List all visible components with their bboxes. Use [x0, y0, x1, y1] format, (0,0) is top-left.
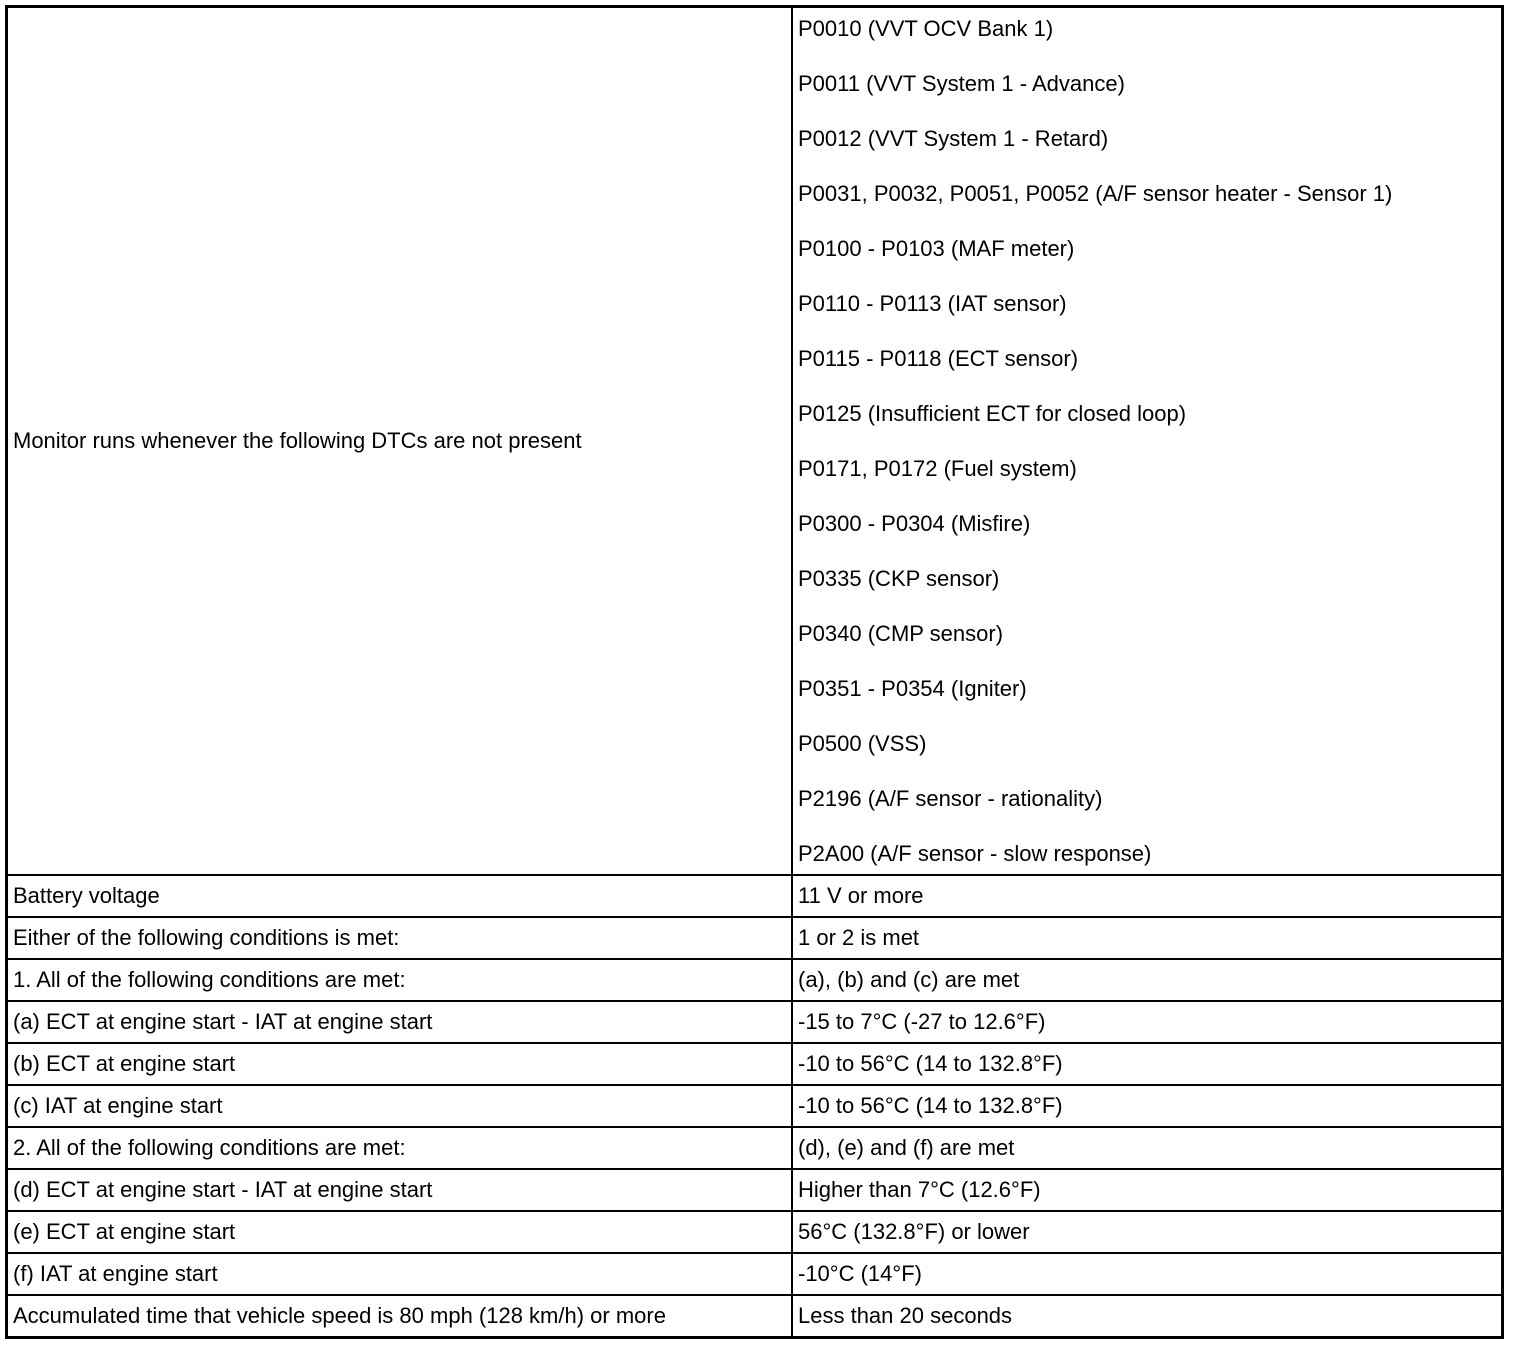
condition-cell: 2. All of the following conditions are met:: [8, 1127, 792, 1169]
dtc-item: P0012 (VVT System 1 - Retard): [798, 126, 1109, 151]
dtc-item: P0031, P0032, P0051, P0052 (A/F sensor heater - Sensor 1): [798, 181, 1393, 206]
condition-cell: (d) ECT at engine start - IAT at engine start: [8, 1169, 792, 1211]
table-row: [8, 1295, 1501, 1336]
condition-cell: (b) ECT at engine start: [8, 1043, 792, 1085]
dtc-item: P0110 - P0113 (IAT sensor): [798, 291, 1067, 316]
dtc-item: P0010 (VVT OCV Bank 1): [798, 16, 1054, 41]
dtc-item: P0300 - P0304 (Misfire): [798, 511, 1031, 536]
table-row: [8, 917, 1501, 959]
condition-cell: Battery voltage: [8, 875, 792, 917]
condition-cell: Accumulated time that vehicle speed is 80 mph (128 km/h) or more: [8, 1295, 792, 1336]
value-cell: (a), (b) and (c) are met: [792, 959, 1501, 1001]
value-cell: -10°C (14°F): [792, 1253, 1501, 1295]
value-cell: 56°C (132.8°F) or lower: [792, 1211, 1501, 1253]
condition-cell: Either of the following conditions is met:: [8, 917, 792, 959]
dtc-item: P0011 (VVT System 1 - Advance): [798, 71, 1125, 96]
dtc-item: P0115 - P0118 (ECT sensor): [798, 346, 1079, 371]
value-cell: -15 to 7°C (-27 to 12.6°F): [792, 1001, 1501, 1043]
condition-cell: (e) ECT at engine start: [8, 1211, 792, 1253]
table-row: [8, 1085, 1501, 1127]
value-cell: -10 to 56°C (14 to 132.8°F): [792, 1043, 1501, 1085]
value-cell: Higher than 7°C (12.6°F): [792, 1169, 1501, 1211]
dtc-item: P0500 (VSS): [798, 731, 927, 756]
condition-cell: (a) ECT at engine start - IAT at engine start: [8, 1001, 792, 1043]
conditions-table-frame: [5, 5, 1504, 1339]
table-row: [8, 1043, 1501, 1085]
table-row: [8, 875, 1501, 917]
dtc-item: P0100 - P0103 (MAF meter): [798, 236, 1075, 261]
dtc-item: P0335 (CKP sensor): [798, 566, 1000, 591]
condition-cell: (c) IAT at engine start: [8, 1085, 792, 1127]
table-row: [8, 1127, 1501, 1169]
value-cell: -10 to 56°C (14 to 132.8°F): [792, 1085, 1501, 1127]
dtc-item: P0171, P0172 (Fuel system): [798, 456, 1077, 481]
monitor-label-cell: Monitor runs whenever the following DTCs are not present: [8, 8, 792, 875]
value-cell: 11 V or more: [792, 875, 1501, 917]
value-cell: Less than 20 seconds: [792, 1295, 1501, 1336]
value-cell: 1 or 2 is met: [792, 917, 1501, 959]
dtc-item: P0351 - P0354 (Igniter): [798, 676, 1027, 701]
table-row: [8, 1001, 1501, 1043]
table-row-monitor: [8, 8, 1501, 875]
value-cell: (d), (e) and (f) are met: [792, 1127, 1501, 1169]
table-row: [8, 959, 1501, 1001]
table-row: [8, 1169, 1501, 1211]
dtc-item: P2196 (A/F sensor - rationality): [798, 786, 1103, 811]
table-row: [8, 1211, 1501, 1253]
dtc-list-cell: [792, 8, 1501, 875]
condition-cell: 1. All of the following conditions are met:: [8, 959, 792, 1001]
dtc-item: P0125 (Insufficient ECT for closed loop): [798, 401, 1187, 426]
dtc-item: P2A00 (A/F sensor - slow response): [798, 841, 1152, 866]
condition-cell: (f) IAT at engine start: [8, 1253, 792, 1295]
table-row: [8, 1253, 1501, 1295]
monitor-conditions-table: [8, 8, 1501, 1336]
dtc-item: P0340 (CMP sensor): [798, 621, 1004, 646]
